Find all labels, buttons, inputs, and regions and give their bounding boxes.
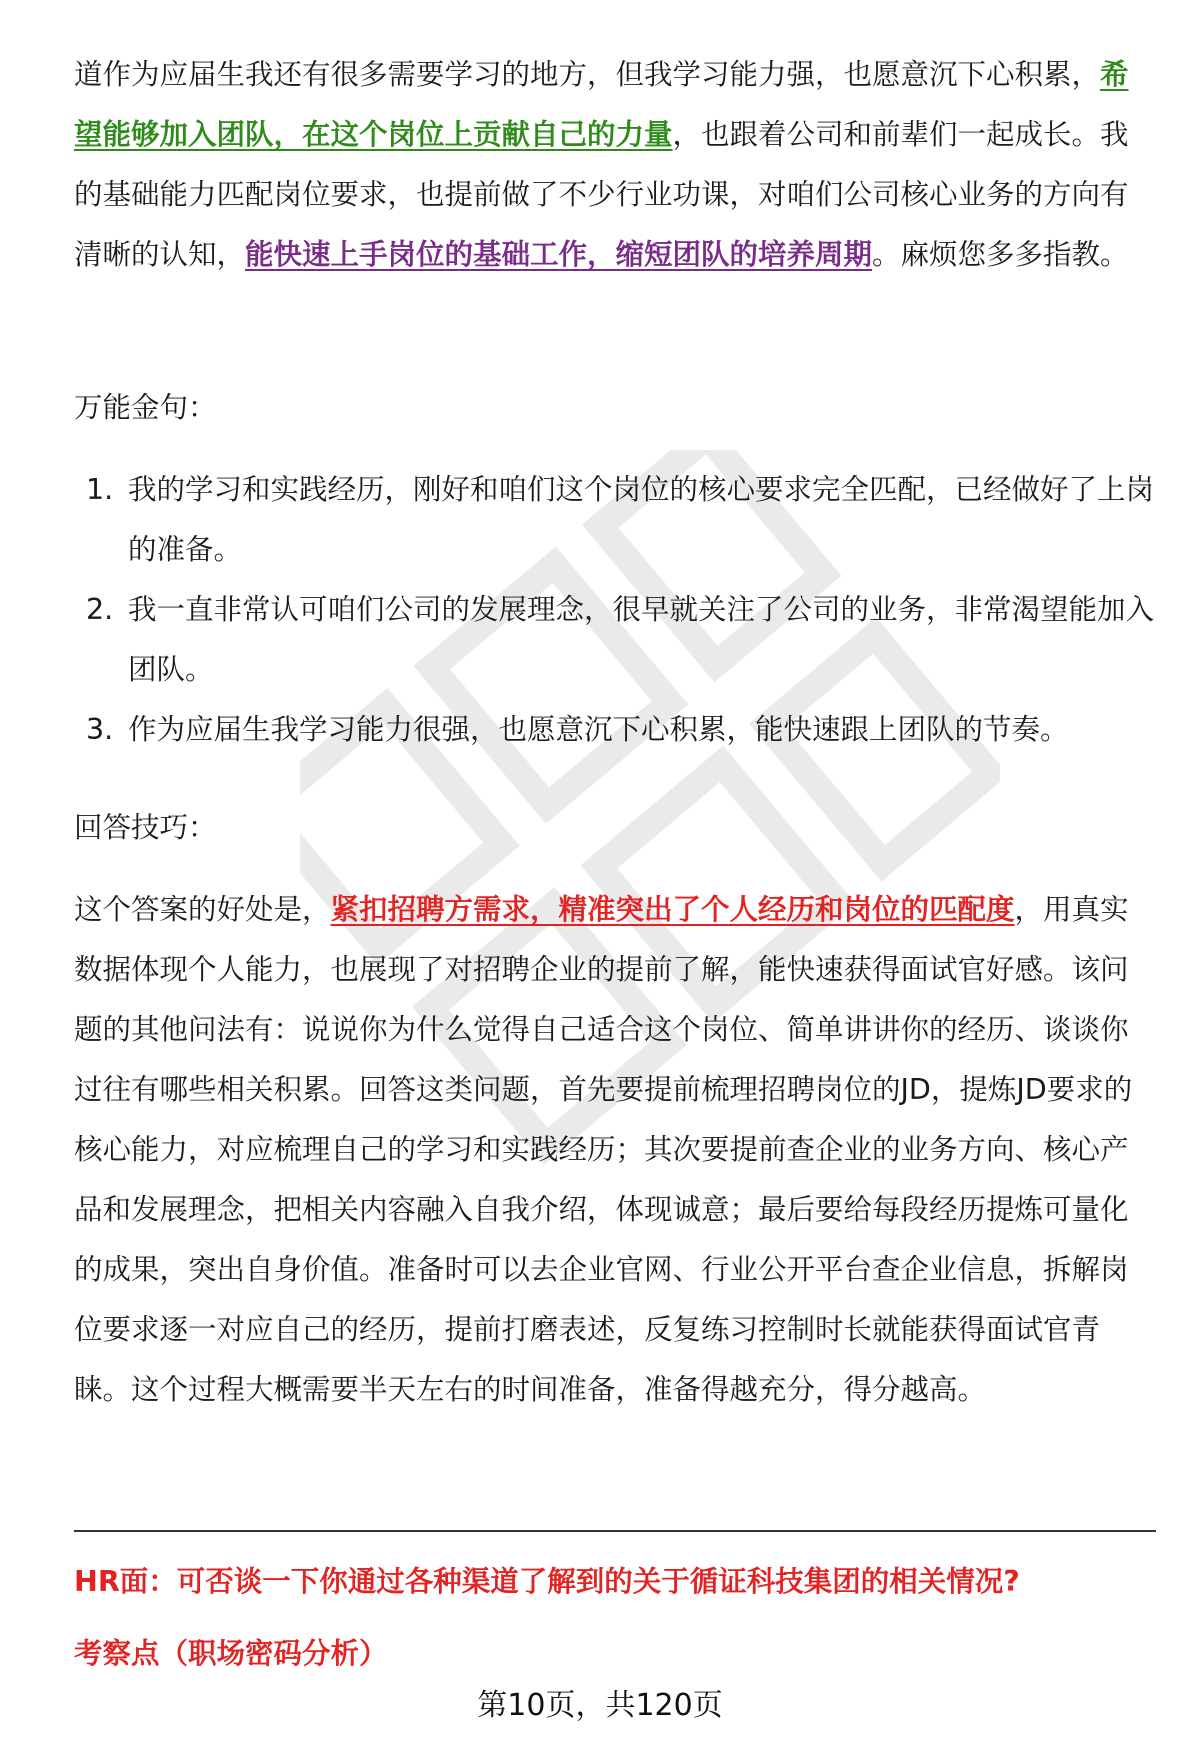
list-item-text: 作为应届生我学习能力很强，也愿意沉下心积累，能快速跟上团队的节奏。 <box>128 713 1069 746</box>
text-segment: 。麻烦您多多指教。 <box>872 238 1129 271</box>
list-number: 1. <box>86 473 114 506</box>
text-segment: 这个答案的好处是， <box>74 893 331 926</box>
label-tips: 回答技巧： <box>74 811 217 844</box>
phrases-list <box>74 460 1154 760</box>
text-segment: ，也跟着公司和前辈们一起成长。我的基础能力匹配岗位要求，也提前做了不少行业功课，对咱们公司核心业务的方向有清晰的认知， <box>74 118 1129 271</box>
answer-paragraph <box>74 45 1154 285</box>
label-phrases: 万能金句： <box>74 391 217 424</box>
list-item <box>74 580 1154 700</box>
page-footer: 第10页，共120页 <box>477 1688 723 1723</box>
list-number: 3. <box>86 713 114 746</box>
highlight-green: 希望能够加入团队，在这个岗位上贡献自己的力量 <box>74 58 1129 151</box>
sub-heading: 考察点（职场密码分析） <box>74 1637 388 1670</box>
text-segment: 道作为应届生我还有很多需要学习的地方，但我学习能力强，也愿意沉下心积累， <box>74 58 1101 91</box>
divider <box>74 1530 1156 1532</box>
list-item-text: 我一直非常认可咱们公司的发展理念，很早就关注了公司的业务，非常渴望能加入团队。 <box>128 593 1155 686</box>
list-item <box>74 700 1154 760</box>
highlight-purple: 能快速上手岗位的基础工作，缩短团队的培养周期 <box>245 238 873 271</box>
list-item <box>74 460 1154 580</box>
list-number: 2. <box>86 593 114 626</box>
text-segment: ，用真实数据体现个人能力，也展现了对招聘企业的提前了解，能快速获得面试官好感。该问题的其他问法有：说说你为什么觉得自己适合这个岗位、简单讲讲你的经历、谈谈你过往有哪些相关积累。回答这类问题，首先要提前梳理招聘岗位的JD，提炼JD要求的核心能力，对应梳理自己的学习和实践经历；其次要提前查企业的业务方向、核心产品和发展理念，把相关内容融入自我介绍，体现诚意；最后要给每段经历提炼可量化的成果，突出自身价值。准备时可以去企业官网、行业公开平台查企业信息，拆解岗位要求逐一对应自己的经历，提前打磨表述，反复练习控制时长就能获得面试官青睐。这个过程大概需要半天左右的时间准备，准备得越充分，得分越高。 <box>74 893 1133 1406</box>
hr-question-heading: HR面：可否谈一下你通过各种渠道了解到的关于循证科技集团的相关情况? <box>74 1565 1020 1598</box>
highlight-red: 紧扣招聘方需求，精准突出了个人经历和岗位的匹配度 <box>330 893 1015 926</box>
list-item-text: 我的学习和实践经历，刚好和咱们这个岗位的核心要求完全匹配，已经做好了上岗的准备。 <box>128 473 1155 566</box>
tips-paragraph <box>74 880 1154 1420</box>
